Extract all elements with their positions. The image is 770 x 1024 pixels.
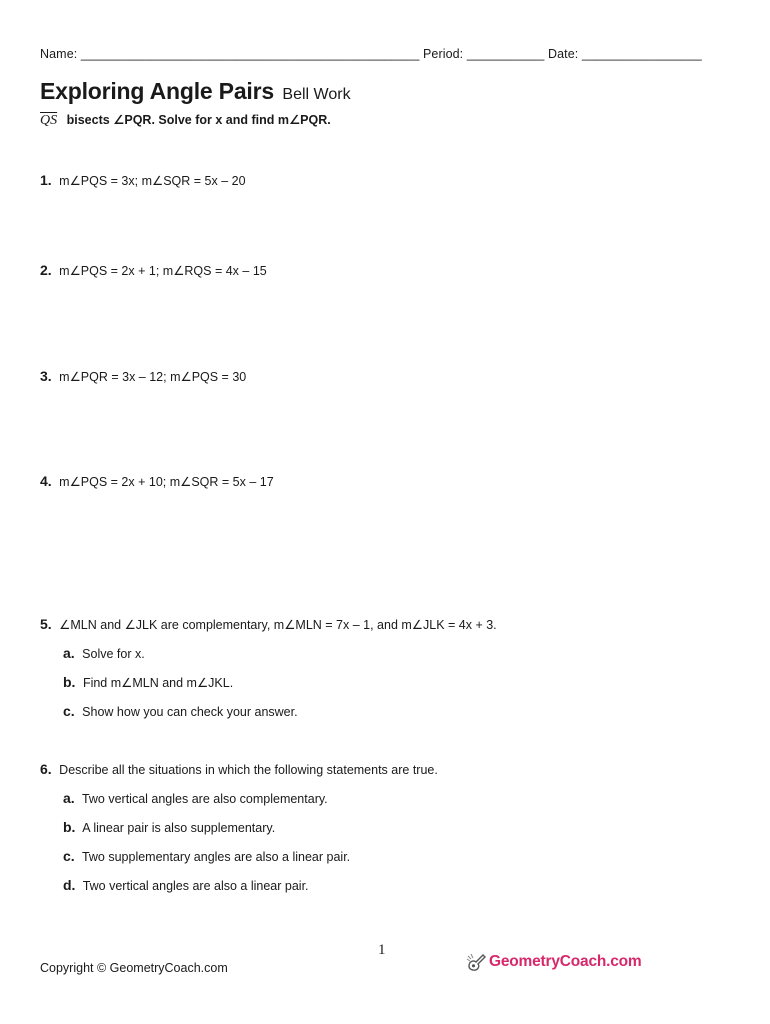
problem-6d	[63, 877, 309, 893]
part-text: Two vertical angles are also complementary.	[81, 792, 328, 806]
problem-number: 4.	[40, 473, 52, 489]
problem-text: m∠PQS = 3x; m∠SQR = 5x – 20	[59, 174, 246, 188]
part-letter: a.	[63, 645, 75, 661]
instructions-text: bisects ∠PQR. Solve for x and find m∠PQR.	[66, 113, 331, 127]
problem-text: ∠MLN and ∠JLK are complementary, m∠MLN = 7x – 1, and m∠JLK = 4x + 3.	[59, 618, 497, 632]
problem-6a	[63, 790, 328, 806]
part-text: Solve for x.	[82, 647, 145, 661]
part-text: Show how you can check your answer.	[82, 705, 298, 719]
problem-number: 1.	[40, 172, 52, 188]
problem-4	[40, 473, 274, 489]
part-letter: d.	[63, 877, 76, 893]
problem-number: 2.	[40, 262, 52, 278]
part-letter: b.	[63, 674, 76, 690]
geometrycoach-logo	[465, 951, 642, 973]
problem-5c	[63, 703, 298, 719]
problem-number: 6.	[40, 761, 52, 777]
part-letter: c.	[63, 703, 75, 719]
name-period-date-line: Name: ________________________________________________ Period: ___________ Date: _________________	[40, 47, 702, 61]
title-subtitle: Bell Work	[282, 86, 351, 103]
part-letter: c.	[63, 848, 75, 864]
part-text: Two supplementary angles are also a linear pair.	[81, 850, 351, 864]
part-letter: a.	[63, 790, 75, 806]
logo-text: GeometryCoach.com	[489, 953, 642, 970]
part-letter: b.	[63, 819, 76, 835]
part-text: Two vertical angles are also a linear pair.	[82, 879, 309, 893]
problem-number: 5.	[40, 616, 52, 632]
page-title	[40, 78, 351, 105]
problem-6b	[63, 819, 275, 835]
part-text: A linear pair is also supplementary.	[82, 821, 276, 835]
segment-label: $\overline{QS}$	[40, 113, 58, 128]
problem-5	[40, 616, 497, 632]
problem-text: Describe all the situations in which the following statements are true.	[59, 763, 438, 777]
problem-number: 3.	[40, 368, 52, 384]
title-main: Exploring Angle Pairs	[40, 78, 274, 104]
copyright-text: Copyright © GeometryCoach.com	[40, 961, 228, 975]
problem-text: m∠PQS = 2x + 10; m∠SQR = 5x – 17	[59, 475, 274, 489]
problem-1	[40, 172, 246, 188]
page-number: 1	[378, 942, 386, 958]
part-text: Find m∠MLN and m∠JKL.	[82, 676, 234, 690]
problem-text: m∠PQS = 2x + 1; m∠RQS = 4x – 15	[59, 264, 267, 278]
instructions	[40, 112, 331, 129]
problem-3	[40, 368, 246, 384]
problem-6c	[63, 848, 350, 864]
problem-5b	[63, 674, 233, 690]
problem-5a	[63, 645, 145, 661]
problem-6	[40, 761, 438, 777]
whistle-icon	[465, 951, 487, 973]
problem-text: m∠PQR = 3x – 12; m∠PQS = 30	[59, 370, 247, 384]
problem-2	[40, 262, 267, 278]
